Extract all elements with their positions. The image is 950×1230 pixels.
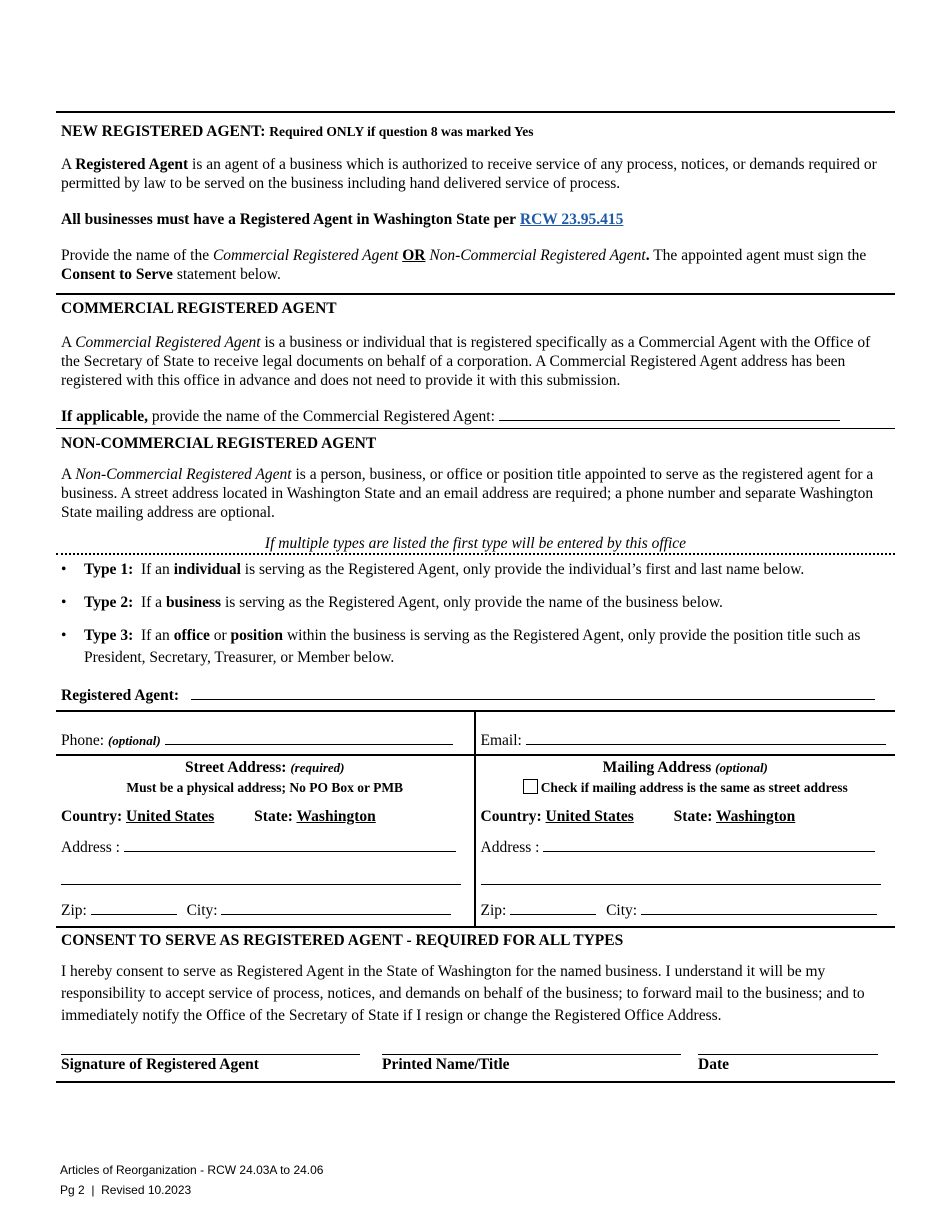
noncommercial-definition: A Non-Commercial Registered Agent is a person, business, or office or position title appointed to serve as the registered agent for a business. A street address located in Washington State and an email address are required; a phone number and separate Washington State mailing address are optional. [61,466,874,521]
address-row [56,754,895,926]
registered-agent-definition: A Registered Agent is an agent of a business which is authorized to receive service of any process, notices, or demands required or permitted by law to be served on the business including hand delivered service of process. [61,156,877,192]
noncommercial-section [56,428,895,553]
type-3-item: • Type 3: If an office or position within the business is serving as the Registered Agent, only provide the position title such as President, Secretary, Treasurer, or Member below. [56,625,895,669]
mailing-address-field[interactable] [543,838,875,852]
type-1-item: • Type 1: If an individual is serving as the Registered Agent, only provide the individual’s first and last name below. [56,559,895,581]
commercial-name-row: If applicable, provide the name of the Commercial Registered Agent: [61,407,890,426]
printed-name-field[interactable] [382,1037,681,1055]
mailing-city-field[interactable] [641,901,877,915]
multiple-types-note: If multiple types are listed the first type will be entered by this office [264,535,687,552]
agent-types-list [56,559,895,669]
registered-agent-label: Registered Agent: [61,687,180,704]
street-address-field[interactable] [124,838,456,852]
street-zip-field[interactable] [91,901,177,915]
dotted-divider [56,553,895,555]
email-field[interactable] [526,731,886,745]
registered-agent-row [56,686,895,710]
mailing-zip-field[interactable] [510,901,596,915]
noncommercial-title: NON-COMMERCIAL REGISTERED AGENT [61,435,377,452]
commercial-definition: A Commercial Registered Agent is a business or individual that is registered specifically as a Commercial Agent with the Office of the Secretary of State to receive legal documents on behalf of a corporation. A Commercial Registered Agent address has been registered with this office in advance and does not need to provide it with this submission. [61,334,871,389]
consent-text: I hereby consent to serve as Registered Agent in the State of Washington for the named business. I understand it will be my responsibility to accept service of process, notices, and demands on behalf of the business; to forward mail to the business; and to immediately notify the Office of the Secretary of State if I resign or change the Registered Office Address. [61,963,865,1024]
phone-cell: Phone: (optional) [56,712,476,754]
same-address-checkbox[interactable] [523,779,538,794]
provide-instructions: Provide the name of the Commercial Registered Agent OR Non-Commercial Registered Agent. The appointed agent must sign the Consent to Serve statement below. [61,247,867,283]
mailing-address-cell: Mailing Address (optional) Check if mailing address is the same as street address Country: United States State: Washington Address : Zip: City: [476,756,896,926]
phone-field[interactable] [165,731,453,745]
signature-field[interactable] [61,1037,360,1055]
street-address-cell: Street Address: (required) Must be a physical address; No PO Box or PMB Country: United States State: Washington Address : Zip: City: [56,756,476,926]
email-cell: Email: [476,712,896,754]
signature-row: Signature of Registered Agent Printed Name/Title Date [56,1037,895,1083]
contact-row [56,710,895,754]
date-field[interactable] [698,1037,878,1055]
new-agent-heading: NEW REGISTERED AGENT: Required ONLY if question 8 was marked Yes [61,123,534,140]
registered-agent-form [56,111,895,1083]
commercial-section [56,293,895,428]
rcw-link[interactable]: RCW 23.95.415 [519,211,624,228]
registered-agent-field[interactable] [191,686,875,700]
page-footer: Articles of Reorganization - RCW 24.03A to 24.06 Pg 2 | Revised 10.2023 [60,1163,324,1197]
type-2-item: • Type 2: If a business is serving as the Registered Agent, only provide the name of the business below. [56,592,895,614]
street-city-field[interactable] [221,901,451,915]
street-address-line-2[interactable] [61,871,461,885]
consent-title: CONSENT TO SERVE AS REGISTERED AGENT - REQUIRED FOR ALL TYPES [61,932,624,949]
commercial-title: COMMERCIAL REGISTERED AGENT [61,300,337,317]
must-have-statement: All businesses must have a Registered Agent in Washington State per RCW 23.95.415 [61,211,624,228]
commercial-agent-name-field[interactable] [499,407,840,421]
consent-section [56,926,895,1027]
new-agent-section [56,113,895,293]
mailing-address-line-2[interactable] [481,871,881,885]
